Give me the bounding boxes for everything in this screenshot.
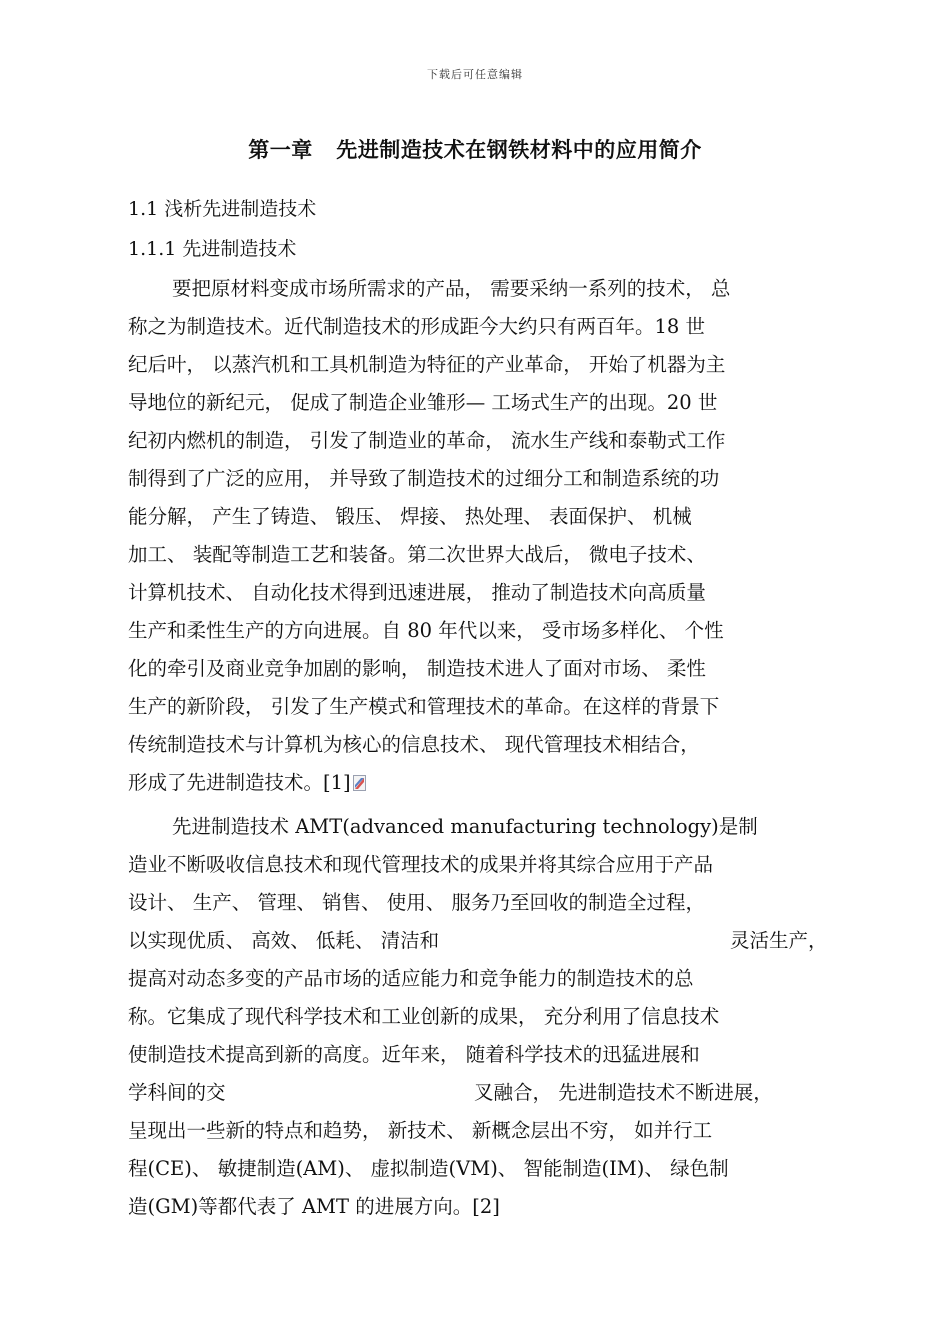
paragraph-line-left: 学科间的交	[128, 1081, 226, 1104]
paragraph-line: 称之为制造技术。近代制造技术的形成距今大约只有两百年。18 世	[128, 315, 706, 338]
paragraph-line: 能分解， 产生了铸造、 锻压、 焊接、 热处理、 表面保护、 机械	[128, 505, 692, 528]
paragraph-line: 传统制造技术与计算机为核心的信息技术、 现代管理技术相结合，	[128, 733, 700, 756]
paragraph-line: 呈现出一些新的特点和趋势， 新技术、 新概念层出不穷， 如并行工	[128, 1119, 713, 1142]
paragraph-line-split	[128, 922, 828, 960]
paragraph-line-right: 叉融合， 先进制造技术不断进展，	[474, 1081, 773, 1104]
paragraph-line: 设计、 生产、 管理、 销售、 使用、 服务乃至回收的制造全过程，	[128, 891, 705, 914]
paragraph-line: 造(GM)等都代表了 AMT 的进展方向。[2]	[128, 1195, 500, 1218]
paragraph-1	[128, 270, 828, 802]
paragraph-line: 提高对动态多变的产品市场的适应能力和竞争能力的制造技术的总	[128, 967, 694, 990]
paragraph-line: 生产的新阶段， 引发了生产模式和管理技术的革命。在这样的背景下	[128, 695, 720, 718]
section-heading-1-1: 1.1 浅析先进制造技术	[128, 198, 317, 220]
paragraph-line-text: 形成了先进制造技术。[1]	[128, 771, 351, 794]
paragraph-line: 加工、 装配等制造工艺和装备。第二次世界大战后， 微电子技术、	[128, 543, 706, 566]
paragraph-2	[128, 808, 828, 1226]
paragraph-line: 要把原材料变成市场所需求的产品， 需要采纳一系列的技术， 总	[172, 277, 731, 300]
paragraph-line-split	[128, 1074, 828, 1112]
paragraph-line: 程(CE)、 敏捷制造(AM)、 虚拟制造(VM)、 智能制造(IM)、 绿色制	[128, 1157, 729, 1180]
section-heading-1-1-1: 1.1.1 先进制造技术	[128, 238, 297, 260]
paragraph-line: 称。它集成了现代科学技术和工业创新的成果， 充分利用了信息技术	[128, 1005, 720, 1028]
paragraph-line: 生产和柔性生产的方向进展。自 80 年代以来， 受市场多样化、 个性	[128, 619, 724, 642]
paragraph-line: 使制造技术提高到新的高度。近年来， 随着科学技术的迅猛进展和	[128, 1043, 700, 1066]
paragraph-line: 先进制造技术 AMT(advanced manufacturing technology)是制	[172, 815, 758, 838]
paragraph-line-right: 灵活生产，	[730, 929, 828, 952]
paragraph-line: 化的牵引及商业竞争加剧的影响， 制造技术进人了面对市场、 柔性	[128, 657, 706, 680]
paragraph-line: 制得到了广泛的应用， 并导致了制造技术的过细分工和制造系统的功	[128, 467, 720, 490]
paragraph-line: 计算机技术、 自动化技术得到迅速进展， 推动了制造技术向高质量	[128, 581, 706, 604]
paragraph-line: 纪初内燃机的制造， 引发了制造业的革命， 流水生产线和泰勒式工作	[128, 429, 726, 452]
download-note: 下载后可任意编辑	[427, 68, 523, 81]
paragraph-line: 纪后叶， 以蒸汽机和工具机制造为特征的产业革命， 开始了机器为主	[128, 353, 726, 376]
paragraph-line-left: 以实现优质、 高效、 低耗、 清洁和	[128, 929, 440, 952]
chapter-title: 第一章 先进制造技术在钢铁材料中的应用简介	[248, 137, 702, 162]
image-placeholder-icon	[353, 766, 366, 782]
paragraph-line: 导地位的新纪元， 促成了制造企业雏形— 工场式生产的出现。20 世	[128, 391, 718, 414]
paragraph-line: 造业不断吸收信息技术和现代管理技术的成果并将其综合应用于产品	[128, 853, 714, 876]
paragraph-line-last	[128, 764, 828, 802]
